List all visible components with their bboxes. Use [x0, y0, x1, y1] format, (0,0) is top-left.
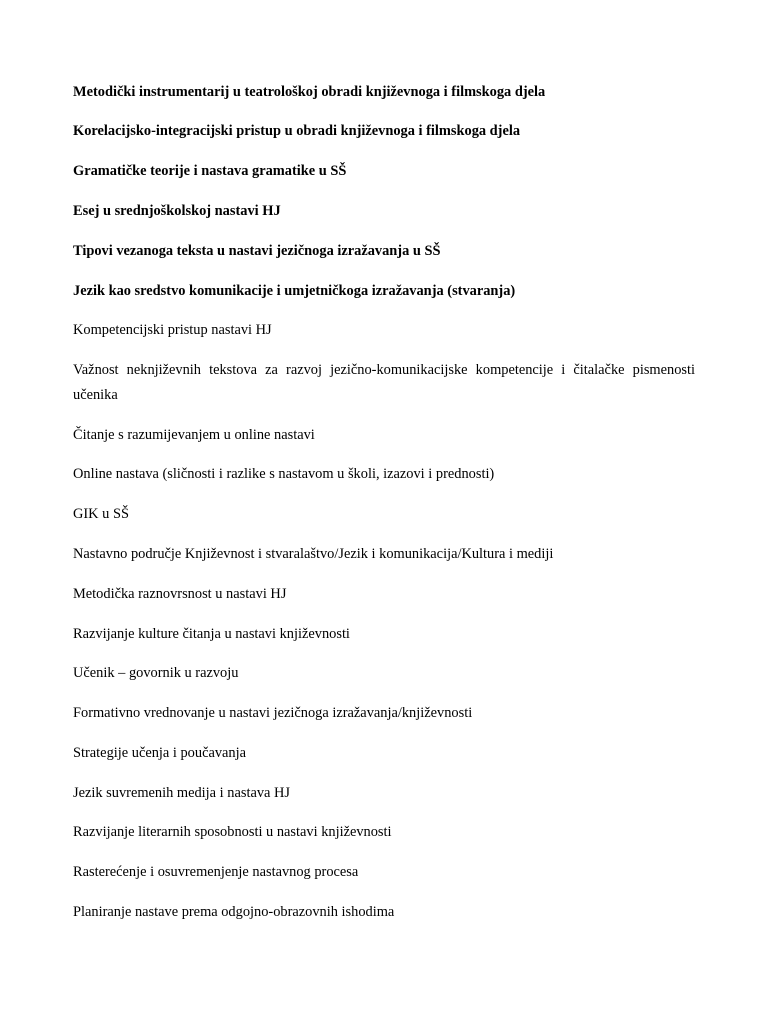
- topic-item: Planiranje nastave prema odgojno-obrazovnih ishodima: [73, 904, 395, 920]
- topic-item: Rasterećenje i osuvremenjenje nastavnog procesa: [73, 864, 359, 880]
- topic-item: Čitanje s razumijevanjem u online nastavi: [73, 427, 315, 443]
- topic-item: Kompetencijski pristup nastavi HJ: [73, 322, 272, 338]
- topic-item: Strategije učenja i poučavanja: [73, 745, 247, 761]
- topic-item: Metodička raznovrsnost u nastavi HJ: [73, 586, 287, 602]
- topic-item: Formativno vrednovanje u nastavi jezičnoga izražavanja/književnosti: [73, 705, 473, 721]
- topic-item: Važnost neknjiževnih tekstova za razvoj jezično-komunikacijske kompetencije i čitalačke pismenosti učenika: [73, 362, 695, 403]
- topic-item: Tipovi vezanoga teksta u nastavi jezičnoga izražavanja u SŠ: [73, 243, 441, 259]
- topic-item: Razvijanje kulture čitanja u nastavi književnosti: [73, 626, 350, 642]
- topic-item: Metodički instrumentarij u teatrološkoj obradi književnoga i filmskoga djela: [73, 84, 546, 100]
- topic-item: Korelacijsko-integracijski pristup u obradi književnoga i filmskoga djela: [73, 123, 521, 139]
- topic-item: Jezik suvremenih medija i nastava HJ: [73, 785, 290, 801]
- topic-item: Jezik kao sredstvo komunikacije i umjetničkoga izražavanja (stvaranja): [73, 283, 516, 299]
- topic-item: GIK u SŠ: [73, 506, 129, 522]
- topic-item: Učenik – govornik u razvoju: [73, 665, 239, 681]
- topic-item: Razvijanje literarnih sposobnosti u nastavi književnosti: [73, 824, 392, 840]
- topic-item: Esej u srednjoškolskoj nastavi HJ: [73, 203, 281, 219]
- topic-item: Gramatičke teorije i nastava gramatike u SŠ: [73, 163, 347, 179]
- document-page: [73, 0, 695, 1024]
- topic-item: Online nastava (sličnosti i razlike s nastavom u školi, izazovi i prednosti): [73, 466, 495, 482]
- topic-item: Nastavno područje Književnost i stvaralaštvo/Jezik i komunikacija/Kultura i mediji: [73, 546, 554, 562]
